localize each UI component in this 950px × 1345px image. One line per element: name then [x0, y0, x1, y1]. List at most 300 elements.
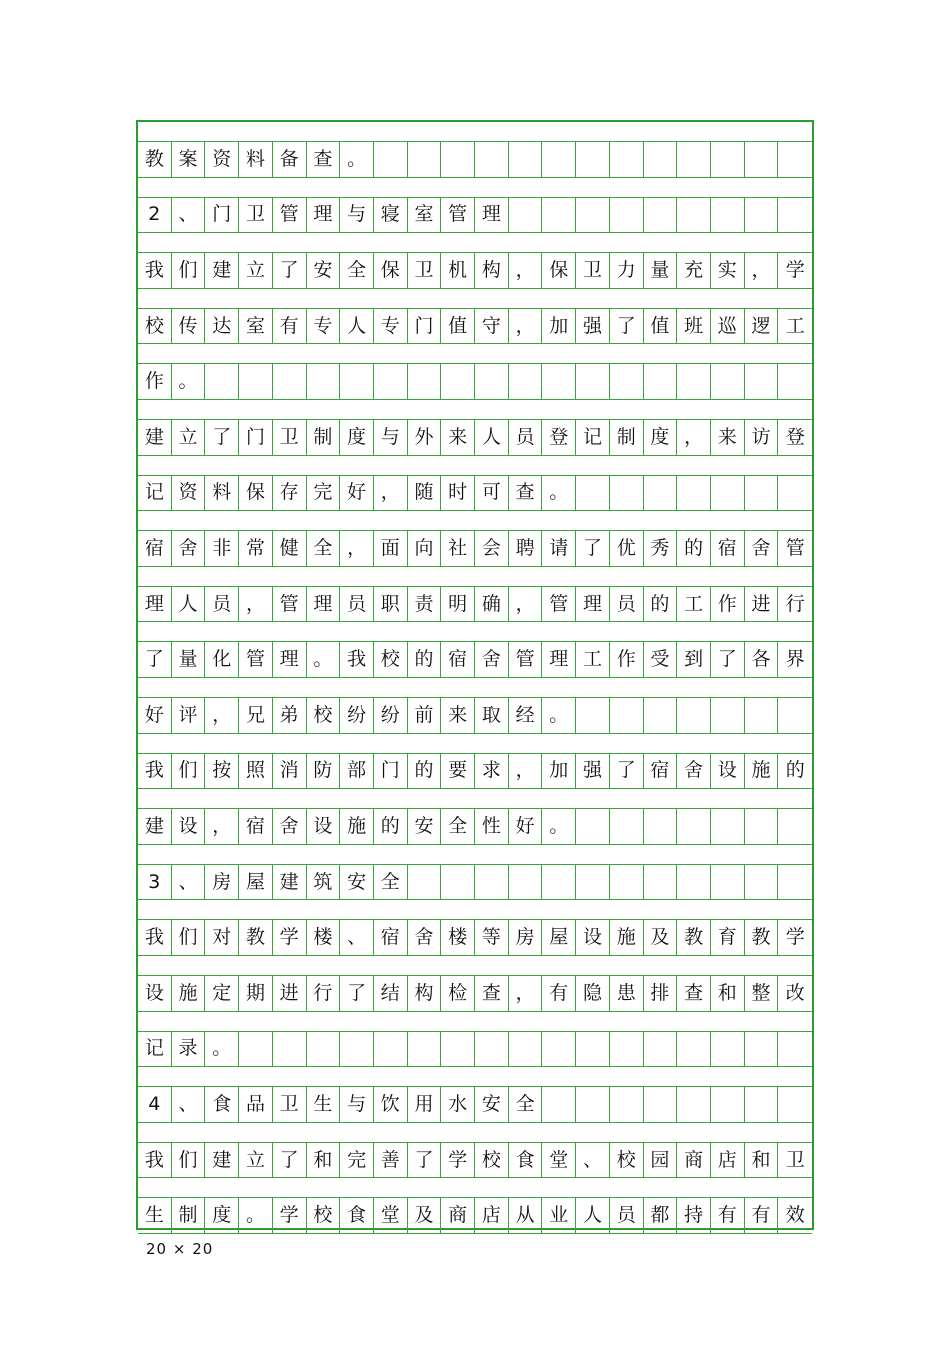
grid-cell — [778, 698, 812, 733]
grid-spacer — [138, 622, 812, 642]
grid-cell: 食 — [340, 1198, 374, 1233]
grid-cell: 店 — [711, 1143, 745, 1178]
grid-cell: 全 — [374, 865, 408, 900]
grid-cell — [644, 1032, 678, 1067]
grid-cell: 了 — [408, 1143, 442, 1178]
grid-cell: 存 — [273, 476, 307, 511]
grid-cell: 充 — [677, 253, 711, 288]
grid-cell — [644, 865, 678, 900]
grid-cell: 教 — [745, 920, 779, 955]
grid-cell — [677, 142, 711, 177]
grid-cell: 屋 — [542, 920, 576, 955]
grid-cell: 巡 — [711, 309, 745, 344]
grid-row — [138, 1032, 812, 1068]
grid-cell: 受 — [644, 642, 678, 677]
grid-cell — [745, 364, 779, 399]
grid-cell: 界 — [785, 648, 805, 671]
grid-cell: 管 — [441, 198, 475, 233]
grid-cell — [745, 198, 779, 233]
grid-cell: 取 — [475, 698, 509, 733]
grid-cell: 值 — [644, 309, 678, 344]
grid-cell: 我 — [138, 920, 172, 955]
grid-cell: 品 — [239, 1087, 273, 1122]
grid-row — [138, 809, 812, 845]
grid-cell — [408, 142, 442, 177]
grid-cell — [576, 1087, 610, 1122]
grid-cell — [610, 476, 644, 511]
grid-cell — [307, 364, 341, 399]
grid-cell: 进 — [745, 587, 779, 622]
grid-cell: 学 — [441, 1143, 475, 1178]
grid-row — [138, 198, 812, 234]
grid-cell: 全 — [509, 1087, 543, 1122]
grid-cell: 楼 — [441, 920, 475, 955]
grid-cell: 4 — [138, 1087, 172, 1122]
grid-cell: 了 — [610, 754, 644, 789]
grid-cell: 好 — [509, 809, 543, 844]
grid-cell: 秀 — [644, 531, 678, 566]
grid-cell: 施 — [610, 920, 644, 955]
grid-cell: 们 — [172, 1143, 206, 1178]
grid-spacer — [138, 900, 812, 920]
grid-spacer — [138, 789, 812, 809]
grid-cell: 宿 — [711, 531, 745, 566]
grid-cell — [542, 865, 576, 900]
grid-cell: 了 — [576, 531, 610, 566]
grid-cell: 饮 — [374, 1087, 408, 1122]
grid-cell: 都 — [644, 1198, 678, 1233]
grid-cell: ， — [509, 253, 543, 288]
grid-cell — [778, 198, 812, 233]
grid-cell: 善 — [374, 1143, 408, 1178]
manuscript-grid — [136, 120, 814, 1230]
grid-cell — [441, 1032, 475, 1067]
grid-cell — [677, 198, 711, 233]
grid-cell: 理 — [307, 587, 341, 622]
grid-spacer — [138, 511, 812, 531]
grid-cell: 记 — [138, 1032, 172, 1067]
grid-cell: 安 — [307, 253, 341, 288]
grid-cell: 全 — [340, 253, 374, 288]
grid-cell: 2 — [138, 198, 172, 233]
grid-cell: 舍 — [745, 531, 779, 566]
grid-spacer — [138, 233, 812, 253]
grid-cell — [273, 1032, 307, 1067]
grid-cell: 建 — [205, 253, 239, 288]
grid-cell — [745, 865, 779, 900]
grid-cell: 保 — [542, 253, 576, 288]
grid-spacer — [138, 178, 812, 198]
grid-cell: 施 — [745, 754, 779, 789]
grid-cell — [610, 1087, 644, 1122]
grid-cell: 工 — [677, 587, 711, 622]
grid-cell: 设 — [307, 809, 341, 844]
grid-cell: 外 — [408, 420, 442, 455]
grid-cell — [374, 1032, 408, 1067]
grid-cell: 。 — [542, 809, 576, 844]
grid-cell: 强 — [576, 754, 610, 789]
grid-cell: 用 — [408, 1087, 442, 1122]
grid-cell: 学 — [273, 1198, 307, 1233]
grid-cell: 安 — [475, 1087, 509, 1122]
grid-cell — [711, 476, 745, 511]
grid-cell — [542, 1087, 576, 1122]
grid-cell — [745, 809, 779, 844]
grid-cell: 达 — [205, 309, 239, 344]
grid-cell: 学 — [785, 926, 805, 949]
grid-cell: 工 — [785, 314, 805, 337]
grid-row — [138, 976, 812, 1012]
grid-cell: 料 — [205, 476, 239, 511]
grid-cell: 隐 — [576, 976, 610, 1011]
grid-cell — [644, 142, 678, 177]
grid-cell: 弟 — [273, 698, 307, 733]
grid-cell: 度 — [340, 420, 374, 455]
grid-cell: 及 — [644, 920, 678, 955]
grid-cell — [441, 865, 475, 900]
grid-cell: 。 — [340, 142, 374, 177]
grid-cell: 度 — [644, 420, 678, 455]
grid-cell: 商 — [677, 1143, 711, 1178]
grid-cell: 完 — [340, 1143, 374, 1178]
grid-cell — [711, 364, 745, 399]
grid-cell: 我 — [340, 642, 374, 677]
grid-cell: 们 — [172, 253, 206, 288]
grid-cell — [711, 142, 745, 177]
grid-cell — [441, 364, 475, 399]
grid-cell — [576, 364, 610, 399]
grid-cell — [509, 142, 543, 177]
grid-cell: 行 — [307, 976, 341, 1011]
grid-cell: 期 — [239, 976, 273, 1011]
grid-cell — [273, 364, 307, 399]
grid-cell: 管 — [509, 642, 543, 677]
grid-row — [138, 476, 812, 512]
grid-cell: 经 — [509, 698, 543, 733]
grid-cell: 学 — [273, 920, 307, 955]
grid-cell: 可 — [475, 476, 509, 511]
grid-cell — [745, 1087, 779, 1122]
grid-cell: 、 — [576, 1143, 610, 1178]
grid-cell: 卫 — [273, 1087, 307, 1122]
grid-cell: 校 — [610, 1143, 644, 1178]
grid-cell: ， — [509, 754, 543, 789]
grid-cell: 人 — [172, 587, 206, 622]
grid-cell — [745, 142, 779, 177]
grid-cell: 管 — [785, 536, 805, 559]
grid-spacer — [138, 1123, 812, 1143]
grid-cell: 立 — [172, 420, 206, 455]
grid-cell: 、 — [172, 865, 206, 900]
grid-cell: 员 — [205, 587, 239, 622]
grid-cell: 作 — [711, 587, 745, 622]
grid-row — [138, 642, 812, 678]
grid-cell: 舍 — [677, 754, 711, 789]
grid-cell: 作 — [138, 364, 172, 399]
grid-cell: 检 — [441, 976, 475, 1011]
grid-cell: 的 — [785, 759, 805, 782]
grid-cell: 从 — [509, 1198, 543, 1233]
grid-cell — [711, 1087, 745, 1122]
grid-row — [138, 420, 812, 456]
grid-cell — [610, 809, 644, 844]
grid-spacer — [138, 678, 812, 698]
grid-spacer — [138, 956, 812, 976]
grid-row — [138, 698, 812, 734]
grid-cell: 和 — [745, 1143, 779, 1178]
grid-cell: ， — [745, 253, 779, 288]
grid-cell — [745, 476, 779, 511]
grid-cell: 资 — [205, 142, 239, 177]
grid-cell — [644, 364, 678, 399]
grid-cell: 传 — [172, 309, 206, 344]
grid-cell — [644, 1087, 678, 1122]
grid-cell: ， — [205, 698, 239, 733]
grid-cell: 3 — [138, 865, 172, 900]
grid-cell: 校 — [475, 1143, 509, 1178]
grid-cell: 来 — [711, 420, 745, 455]
grid-cell: 查 — [677, 976, 711, 1011]
grid-cell: 随 — [408, 476, 442, 511]
grid-cell: 卫 — [408, 253, 442, 288]
grid-cell: 查 — [509, 476, 543, 511]
grid-row — [138, 1143, 812, 1179]
grid-cell: 优 — [610, 531, 644, 566]
grid-cell: 持 — [677, 1198, 711, 1233]
grid-cell: 宿 — [374, 920, 408, 955]
grid-cell: 确 — [475, 587, 509, 622]
grid-cell: 员 — [610, 1198, 644, 1233]
grid-cell: 面 — [374, 531, 408, 566]
grid-cell — [644, 809, 678, 844]
grid-cell: 卫 — [273, 420, 307, 455]
grid-cell: 专 — [374, 309, 408, 344]
grid-cell: 料 — [239, 142, 273, 177]
grid-cell: 业 — [542, 1198, 576, 1233]
grid-cell — [677, 364, 711, 399]
grid-cell: 校 — [138, 309, 172, 344]
grid-cell: 到 — [677, 642, 711, 677]
grid-cell — [441, 142, 475, 177]
grid-spacer — [138, 1178, 812, 1198]
grid-cell — [644, 698, 678, 733]
grid-cell: 制 — [172, 1198, 206, 1233]
grid-cell: ， — [205, 809, 239, 844]
grid-cell: 舍 — [408, 920, 442, 955]
grid-cell: 的 — [677, 531, 711, 566]
grid-cell: 职 — [374, 587, 408, 622]
grid-row — [138, 253, 812, 289]
grid-cell: 定 — [205, 976, 239, 1011]
grid-cell — [576, 1032, 610, 1067]
grid-cell: 教 — [138, 142, 172, 177]
grid-cell: 会 — [475, 531, 509, 566]
grid-cell — [778, 364, 812, 399]
grid-cell: 生 — [138, 1198, 172, 1233]
grid-cell: 好 — [340, 476, 374, 511]
grid-cell — [610, 364, 644, 399]
grid-cell: 施 — [340, 809, 374, 844]
grid-cell: 消 — [273, 754, 307, 789]
grid-cell: 效 — [785, 1204, 805, 1227]
grid-cell — [610, 142, 644, 177]
grid-cell: 备 — [273, 142, 307, 177]
grid-cell — [475, 142, 509, 177]
grid-cell: 兄 — [239, 698, 273, 733]
grid-cell: 及 — [408, 1198, 442, 1233]
grid-cell: 安 — [340, 865, 374, 900]
grid-cell: 们 — [172, 754, 206, 789]
grid-cell: 员 — [509, 420, 543, 455]
grid-cell: 屋 — [239, 865, 273, 900]
grid-cell: 专 — [307, 309, 341, 344]
grid-cell: 防 — [307, 754, 341, 789]
grid-cell: 工 — [576, 642, 610, 677]
grid-cell: 室 — [239, 309, 273, 344]
grid-cell: 管 — [273, 587, 307, 622]
grid-spacer — [138, 456, 812, 476]
grid-cell: 来 — [441, 698, 475, 733]
grid-cell — [778, 476, 812, 511]
grid-cell: 资 — [172, 476, 206, 511]
grid-cell: 全 — [307, 531, 341, 566]
grid-cell: 责 — [408, 587, 442, 622]
grid-cell: 宿 — [138, 531, 172, 566]
grid-cell: 理 — [576, 587, 610, 622]
grid-cell — [239, 364, 273, 399]
grid-cell: 。 — [542, 698, 576, 733]
grid-cell: 宿 — [644, 754, 678, 789]
grid-cell — [610, 198, 644, 233]
grid-cell: 排 — [644, 976, 678, 1011]
grid-cell: 学 — [785, 258, 805, 281]
grid-cell: 前 — [408, 698, 442, 733]
grid-cell — [542, 198, 576, 233]
grid-cell: 门 — [408, 309, 442, 344]
grid-cell — [610, 1032, 644, 1067]
grid-cell: 设 — [711, 754, 745, 789]
grid-cell: 录 — [172, 1032, 206, 1067]
grid-cell: 校 — [307, 698, 341, 733]
grid-cell — [677, 865, 711, 900]
grid-cell: 记 — [138, 476, 172, 511]
grid-cell: 员 — [610, 587, 644, 622]
grid-cell — [542, 1032, 576, 1067]
grid-cell: 向 — [408, 531, 442, 566]
grid-row — [138, 531, 812, 567]
grid-cell: 量 — [644, 253, 678, 288]
grid-cell: 逻 — [745, 309, 779, 344]
grid-cell — [677, 698, 711, 733]
grid-cell — [576, 865, 610, 900]
grid-cell: 完 — [307, 476, 341, 511]
grid-cell: 堂 — [542, 1143, 576, 1178]
grid-cell: 改 — [785, 981, 805, 1004]
grid-cell: 育 — [711, 920, 745, 955]
grid-cell — [542, 364, 576, 399]
grid-row — [138, 364, 812, 400]
grid-cell — [644, 476, 678, 511]
grid-cell: 楼 — [307, 920, 341, 955]
grid-cell: 了 — [273, 1143, 307, 1178]
grid-cell: 。 — [542, 476, 576, 511]
grid-cell: 校 — [307, 1198, 341, 1233]
grid-row — [138, 142, 812, 178]
grid-cell: 整 — [745, 976, 779, 1011]
grid-cell: 值 — [441, 309, 475, 344]
grid-cell: 化 — [205, 642, 239, 677]
grid-cell: 部 — [340, 754, 374, 789]
grid-cell: ， — [374, 476, 408, 511]
grid-cell: 查 — [475, 976, 509, 1011]
grid-cell: 了 — [711, 642, 745, 677]
grid-cell — [408, 1032, 442, 1067]
grid-cell: 的 — [408, 754, 442, 789]
grid-cell: 加 — [542, 309, 576, 344]
grid-cell: 我 — [138, 754, 172, 789]
grid-cell: 和 — [711, 976, 745, 1011]
grid-cell: 结 — [374, 976, 408, 1011]
grid-cell: 构 — [408, 976, 442, 1011]
grid-cell: 了 — [138, 642, 172, 677]
grid-cell — [778, 142, 812, 177]
grid-cell: 非 — [205, 531, 239, 566]
grid-cell: 管 — [542, 587, 576, 622]
grid-cell: 有 — [711, 1198, 745, 1233]
grid-cell — [677, 476, 711, 511]
grid-cell: 有 — [273, 309, 307, 344]
grid-cell: 进 — [273, 976, 307, 1011]
grid-spacer — [138, 344, 812, 364]
grid-cell: 来 — [441, 420, 475, 455]
grid-cell — [677, 809, 711, 844]
grid-cell — [644, 198, 678, 233]
grid-cell — [677, 1087, 711, 1122]
grid-cell: ， — [509, 309, 543, 344]
grid-cell: 了 — [610, 309, 644, 344]
grid-cell: 。 — [239, 1198, 273, 1233]
grid-cell: 理 — [273, 642, 307, 677]
grid-cell: 建 — [205, 1143, 239, 1178]
grid-cell: 我 — [138, 253, 172, 288]
grid-cell — [374, 364, 408, 399]
grid-cell: 查 — [307, 142, 341, 177]
grid-cell: 食 — [509, 1143, 543, 1178]
grid-cell: 评 — [172, 698, 206, 733]
grid-cell — [576, 142, 610, 177]
grid-row — [138, 587, 812, 623]
grid-cell — [475, 1032, 509, 1067]
grid-spacer — [138, 289, 812, 309]
grid-cell: 与 — [374, 420, 408, 455]
grid-cell: ， — [509, 587, 543, 622]
grid-cell: ， — [340, 531, 374, 566]
grid-cell — [340, 1032, 374, 1067]
grid-cell: 的 — [374, 809, 408, 844]
grid-cell: 常 — [239, 531, 273, 566]
grid-row — [138, 920, 812, 956]
grid-cell — [509, 1032, 543, 1067]
grid-spacer — [138, 400, 812, 420]
grid-row — [138, 1087, 812, 1123]
grid-cell: 食 — [205, 1087, 239, 1122]
grid-cell: 理 — [475, 198, 509, 233]
grid-cell: 们 — [172, 920, 206, 955]
grid-cell — [205, 364, 239, 399]
grid-cell: 我 — [138, 1143, 172, 1178]
grid-cell: 立 — [239, 253, 273, 288]
grid-cell — [778, 865, 812, 900]
